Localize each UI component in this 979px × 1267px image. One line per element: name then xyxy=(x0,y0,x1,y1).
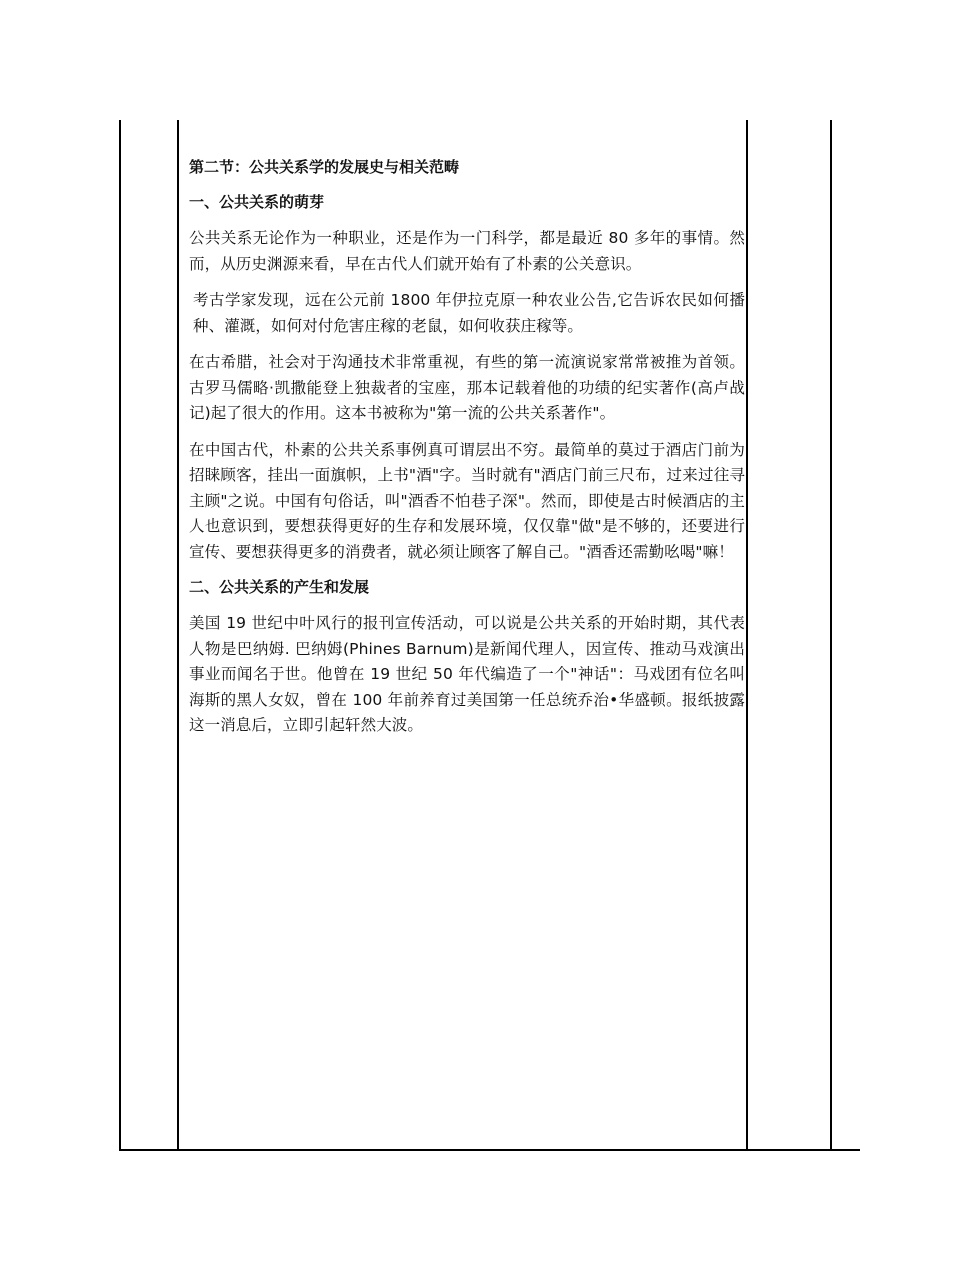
part1-paragraph-2: 考古学家发现，远在公元前 1800 年伊拉克原一种农业公告,它告诉农民如何播种、灌溉，如何对付危害庄稼的老鼠，如何收获庄稼等。 xyxy=(193,291,745,335)
part1-heading: 一、公共关系的萌芽 xyxy=(189,193,325,211)
section-title: 第二节：公共关系学的发展史与相关范畴 xyxy=(189,158,460,176)
table-border-left xyxy=(119,120,121,1150)
part2-heading: 二、公共关系的产生和发展 xyxy=(189,578,370,596)
part2-paragraph-1: 美国 19 世纪中叶风行的报刊宣传活动，可以说是公共关系的开始时期，其代表人物是巴纳姆. 巴纳姆(Phines Barnum)是新闻代理人，因宣传、推动马戏演出事业而闻名于世。他曾在 19 世纪 50 年代编造了一个"神话"：马戏团有位名叫海斯的黑人女奴，曾在 100 年前养育过美国第一任总统乔治•华盛顿。报纸披露这一消息后，立即引起轩然大波。 xyxy=(189,614,745,734)
part1-paragraph-3: 在古希腊，社会对于沟通技术非常重视，有些的第一流演说家常常被推为首领。古罗马儒略·凯撒能登上独裁者的宝座，那本记载着他的功绩的纪实著作(高卢战记)起了很大的作用。这本书被称为"第一流的公共关系著作"。 xyxy=(189,353,745,422)
table-column-divider-2 xyxy=(746,120,748,1150)
table-column-divider-1 xyxy=(177,120,179,1150)
part1-paragraph-4: 在中国古代，朴素的公共关系事例真可谓层出不穷。最简单的莫过于酒店门前为招睐顾客，挂出一面旗帜，上书"酒"字。当时就有"酒店门前三尺布，过来过往寻主顾"之说。中国有句俗话，叫"酒香不怕巷子深"。然而，即使是古时候酒店的主人也意识到，要想获得更好的生存和发展环境，仅仅靠"做"是不够的，还要进行宣传、要想获得更多的消费者，就必须让顾客了解自己。"酒香还需勤吆喝"嘛！ xyxy=(189,440,745,561)
table-border-bottom xyxy=(119,1149,860,1151)
table-content-cell xyxy=(189,156,745,750)
table-border-right xyxy=(830,120,832,1150)
part1-paragraph-1: 公共关系无论作为一种职业，还是作为一门科学，都是最近 80 多年的事情。然而，从历史渊源来看，早在古代人们就开始有了朴素的公关意识。 xyxy=(189,229,745,273)
